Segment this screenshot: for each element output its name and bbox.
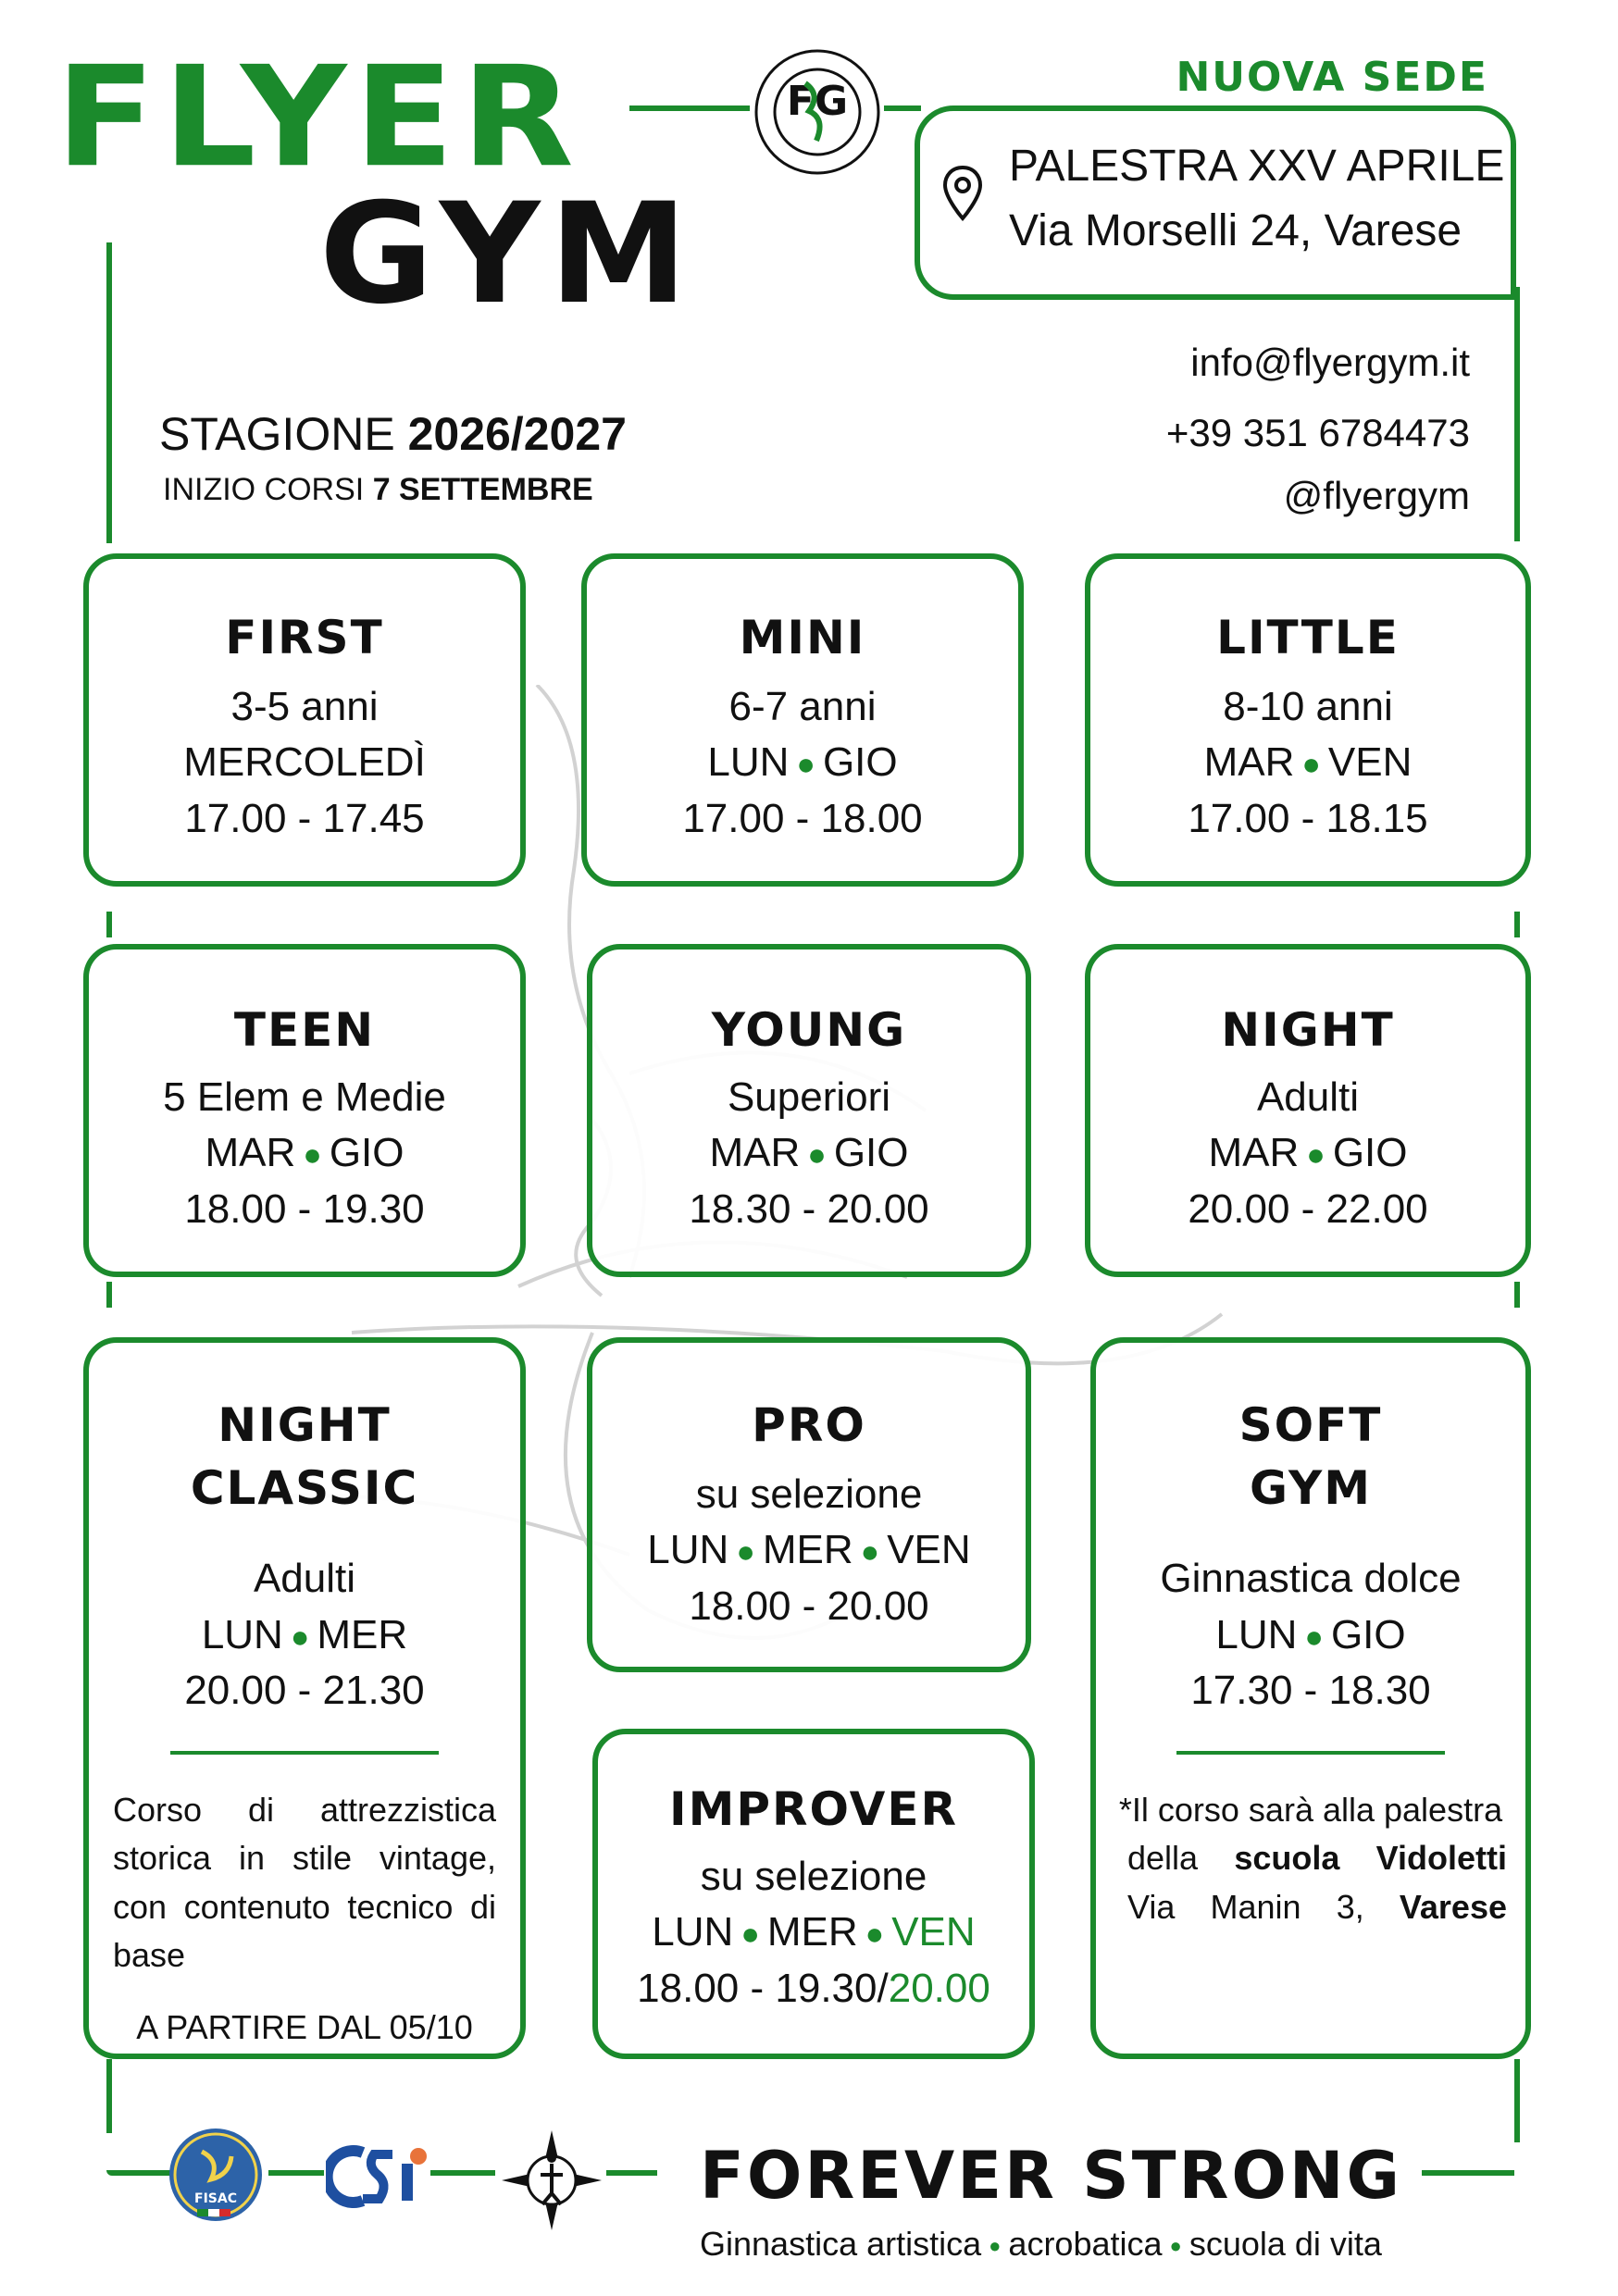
bullet-icon: ● <box>290 1619 310 1655</box>
frame-line-right-mid2 <box>1514 1282 1520 1308</box>
course-time: 17.30 - 18.30 <box>1190 1668 1431 1714</box>
course-card-pro <box>587 1337 1031 1672</box>
course-audience: Adulti <box>1256 1074 1360 1120</box>
divider <box>1176 1751 1445 1755</box>
course-audience: Adulti <box>253 1556 356 1601</box>
address-frame <box>915 105 1516 300</box>
bullet-icon: ● <box>1304 1619 1324 1655</box>
season-line <box>159 407 627 461</box>
tagline-item: Ginnastica artistica <box>700 2225 982 2263</box>
note-text: della <box>1127 1839 1235 1878</box>
course-start-line <box>163 472 593 508</box>
course-name: MINI <box>739 611 866 664</box>
course-card-night-classic <box>83 1337 526 2059</box>
course-time: 17.00 - 18.00 <box>682 795 923 841</box>
divider <box>170 1751 439 1755</box>
time-alt: 20.00 <box>888 1965 990 2011</box>
frame-line-left-top <box>106 242 112 543</box>
csi-logo <box>326 2145 429 2213</box>
course-time: 18.00 - 19.30 <box>184 1185 425 1232</box>
course-days <box>598 1905 1029 1961</box>
day: LUN <box>647 1527 729 1573</box>
frame-line-left-mid2 <box>106 1282 112 1308</box>
course-card-young <box>587 944 1031 1277</box>
frame-line-bottom-seg2 <box>430 2170 495 2176</box>
course-card-improver <box>592 1729 1035 2059</box>
course-name: TEEN <box>233 1003 376 1057</box>
address-title: PALESTRA XXV APRILE <box>1009 142 1505 191</box>
day: GIO <box>1332 1130 1408 1176</box>
club-logo <box>752 46 883 178</box>
course-time: 17.00 - 18.15 <box>1188 795 1428 841</box>
course-card-teen <box>83 944 526 1277</box>
address-street: Via Morselli 24, Varese <box>1009 206 1462 255</box>
course-days <box>592 1125 1026 1182</box>
note-line2 <box>1114 1834 1507 1882</box>
course-name: YOUNG <box>711 1003 907 1057</box>
bullet-icon: ● <box>860 1534 880 1570</box>
course-name: IMPROVER <box>668 1782 959 1836</box>
contact-email[interactable]: info@flyergym.it <box>1190 341 1470 384</box>
course-card-soft-gym <box>1090 1337 1531 2059</box>
course-audience: su selezione <box>695 1471 923 1517</box>
bullet-icon: ● <box>989 2234 1002 2258</box>
course-start-date: 7 SETTEMBRE <box>372 472 593 507</box>
course-name-line2: GYM <box>1250 1460 1372 1515</box>
gymnast-compass-logo <box>500 2128 604 2237</box>
bullet-icon: ● <box>741 1917 760 1953</box>
course-name-line2: CLASSIC <box>190 1460 419 1515</box>
course-days: MERCOLEDÌ <box>183 739 426 786</box>
course-time: 18.30 - 20.00 <box>689 1185 929 1232</box>
course-card-little <box>1085 553 1531 887</box>
course-days <box>587 735 1018 791</box>
fisac-logo-icon <box>165 2124 267 2226</box>
course-location-note <box>1096 1786 1525 1931</box>
day: LUN <box>707 739 790 786</box>
motto: FOREVER STRONG <box>700 2138 1402 2214</box>
new-location-label: NUOVA SEDE <box>1176 54 1488 101</box>
course-audience: su selezione <box>700 1853 927 1899</box>
contact-phone[interactable]: +39 351 6784473 <box>1165 411 1470 454</box>
brand-title-gym: GYM <box>319 174 697 335</box>
day: LUN <box>201 1611 283 1657</box>
day: MAR <box>1203 739 1295 786</box>
course-card-night <box>1085 944 1531 1277</box>
course-start-label: INIZIO CORSI <box>163 472 365 507</box>
course-audience: Superiori <box>727 1074 891 1120</box>
day: MER <box>766 1909 858 1955</box>
bullet-icon: ● <box>736 1534 755 1570</box>
day: MAR <box>205 1130 296 1176</box>
course-time: 18.00 - 20.00 <box>689 1582 929 1629</box>
course-name-line1: NIGHT <box>218 1398 392 1452</box>
course-time <box>598 1961 1029 2017</box>
bullet-icon: ● <box>807 1137 827 1173</box>
tagline-item: scuola di vita <box>1189 2225 1382 2263</box>
note-city: Varese <box>1399 1887 1507 1926</box>
course-time: 20.00 - 21.30 <box>184 1668 425 1714</box>
course-days <box>1096 1607 1525 1664</box>
day: VEN <box>887 1527 971 1573</box>
course-name: FIRST <box>225 611 384 664</box>
map-pin-icon <box>942 165 983 227</box>
season-years: 2026/2027 <box>407 408 627 460</box>
day: MAR <box>1208 1130 1300 1176</box>
note-line1: *Il corso sarà alla palestra <box>1118 1791 1503 1830</box>
course-audience: Ginnastica dolce <box>1160 1556 1462 1601</box>
svg-text:FG: FG <box>786 78 849 125</box>
course-name: NIGHT <box>1221 1003 1395 1057</box>
fisac-logo <box>165 2124 267 2230</box>
course-days <box>592 1522 1026 1579</box>
day: GIO <box>822 739 898 786</box>
day: LUN <box>1215 1611 1298 1657</box>
bullet-icon: ● <box>303 1137 322 1173</box>
course-audience: 5 Elem e Medie <box>163 1074 446 1120</box>
course-time: 17.00 - 17.45 <box>184 795 425 841</box>
day: MER <box>317 1611 408 1657</box>
bullet-icon: ● <box>1301 747 1321 783</box>
day: GIO <box>329 1130 404 1176</box>
gymnast-compass-icon <box>500 2128 604 2232</box>
course-days <box>1090 1125 1525 1182</box>
course-time: 20.00 - 22.00 <box>1188 1185 1428 1232</box>
contact-social[interactable]: @flyergym <box>1283 474 1470 517</box>
time-main: 18.00 - 19.30/ <box>637 1965 889 2011</box>
course-audience: 3-5 anni <box>230 683 379 729</box>
course-note: Corso di attrezzistica storica in stile vintage, con contenuto tecnico di base <box>113 1791 496 1974</box>
csi-logo-icon <box>326 2145 429 2208</box>
frame-line-bottom-seg3 <box>606 2170 657 2176</box>
frame-line-left-bottom <box>106 2059 112 2133</box>
course-days <box>89 1125 520 1182</box>
note-line3 <box>1114 1883 1507 1931</box>
day: MAR <box>709 1130 801 1176</box>
tagline <box>700 2225 1382 2264</box>
course-card-first <box>83 553 526 887</box>
course-name: LITTLE <box>1216 611 1400 664</box>
day: MER <box>762 1527 853 1573</box>
note-text: Via Manin 3, <box>1127 1887 1400 1926</box>
course-name-line1: SOFT <box>1238 1398 1383 1452</box>
course-audience: 8-10 anni <box>1223 683 1393 729</box>
note-school: scuola Vidoletti <box>1234 1839 1507 1878</box>
bullet-icon: ● <box>1306 1137 1326 1173</box>
club-logo-icon <box>752 46 883 178</box>
tagline-item: acrobatica <box>1008 2225 1163 2263</box>
frame-line-right <box>1514 287 1520 541</box>
bullet-icon: ● <box>865 1917 885 1953</box>
course-start-note: A PARTIRE DAL 05/10 <box>136 2007 473 2046</box>
day: GIO <box>833 1130 909 1176</box>
frame-line-bottom-right <box>1422 2170 1514 2176</box>
course-days <box>89 1607 520 1664</box>
bullet-icon: ● <box>1169 2234 1182 2258</box>
course-card-mini <box>581 553 1024 887</box>
course-name: PRO <box>752 1398 866 1452</box>
course-audience: 6-7 anni <box>728 683 877 729</box>
frame-line-right-mid <box>1514 912 1520 937</box>
season-label: STAGIONE <box>159 408 395 460</box>
frame-line-bottom-seg <box>268 2170 324 2176</box>
course-days <box>1090 735 1525 791</box>
frame-line-top <box>629 105 750 111</box>
frame-line-right-bottom <box>1514 2059 1520 2142</box>
day: GIO <box>1330 1611 1406 1657</box>
fisac-logo-text: FISAC <box>194 2191 237 2206</box>
frame-line-left-mid <box>106 912 112 937</box>
day: VEN <box>1327 739 1413 786</box>
frame-line-top-right <box>884 105 921 111</box>
day: LUN <box>652 1909 734 1955</box>
brand-title-flyer: FLYER <box>56 36 582 199</box>
bullet-icon: ● <box>796 747 815 783</box>
day: VEN <box>891 1909 976 1955</box>
